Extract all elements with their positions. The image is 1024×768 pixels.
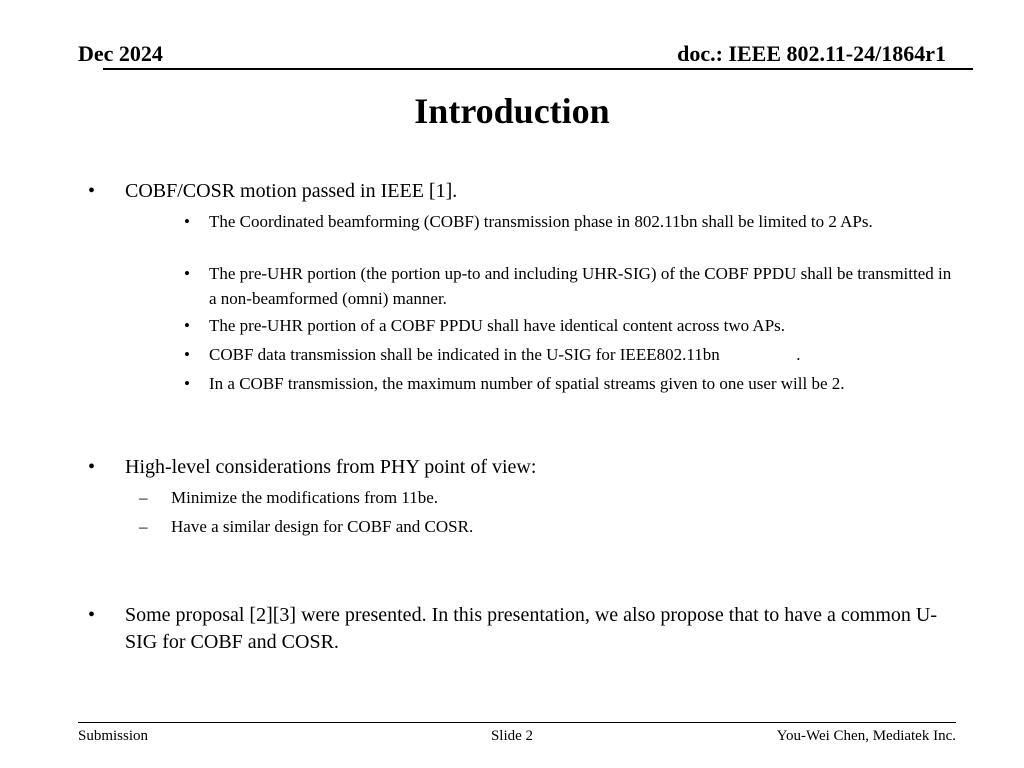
- sub-bullet-text: The pre-UHR portion (the portion up-to and including UHR-SIG) of the COBF PPDU shall be transmitted in a non-beamformed (omni) manner.: [209, 264, 952, 308]
- sub-bullet-text: COBF data transmission shall be indicated in the U-SIG for IEEE802.11bn .: [209, 345, 801, 364]
- bullet-marker: •: [184, 264, 190, 283]
- sub-bullet-text: Have a similar design for COBF and COSR.: [171, 517, 474, 536]
- header-doc-id: doc.: IEEE 802.11-24/1864r1: [677, 41, 946, 66]
- slide-title: Introduction: [414, 91, 610, 131]
- bullet-3-text: Some proposal [2][3] were presented. In this presentation, we also propose that to have a common U-SIG for COBF and COSR.: [125, 604, 937, 653]
- bullet-2-text: High-level considerations from PHY point of view:: [125, 456, 537, 478]
- bullet-marker: •: [88, 180, 96, 202]
- footer-submission: Submission: [78, 728, 149, 744]
- bullet-marker: •: [184, 316, 190, 335]
- header-date: Dec 2024: [78, 41, 163, 66]
- footer-author: You-Wei Chen, Mediatek Inc.: [776, 728, 956, 744]
- sub-bullet-text: In a COBF transmission, the maximum number of spatial streams given to one user will be 2.: [209, 374, 845, 393]
- bullet-1-text: COBF/COSR motion passed in IEEE [1].: [125, 180, 458, 202]
- sub-bullet-text: The Coordinated beamforming (COBF) transmission phase in 802.11bn shall be limited to 2 APs.: [209, 212, 873, 231]
- sub-bullet-text: Minimize the modifications from 11be.: [171, 488, 439, 507]
- dash-marker: –: [139, 517, 148, 536]
- header-rule: [103, 68, 973, 70]
- bullet-marker: •: [88, 604, 96, 626]
- footer-slide-number: Slide 2: [490, 728, 534, 744]
- footer-rule: [78, 722, 956, 723]
- bullet-marker: •: [184, 212, 190, 231]
- bullet-marker: •: [88, 456, 96, 478]
- bullet-marker: •: [184, 374, 190, 393]
- bullet-marker: •: [184, 345, 190, 364]
- sub-bullet-text: The pre-UHR portion of a COBF PPDU shall have identical content across two APs.: [209, 316, 786, 335]
- dash-marker: –: [139, 488, 148, 507]
